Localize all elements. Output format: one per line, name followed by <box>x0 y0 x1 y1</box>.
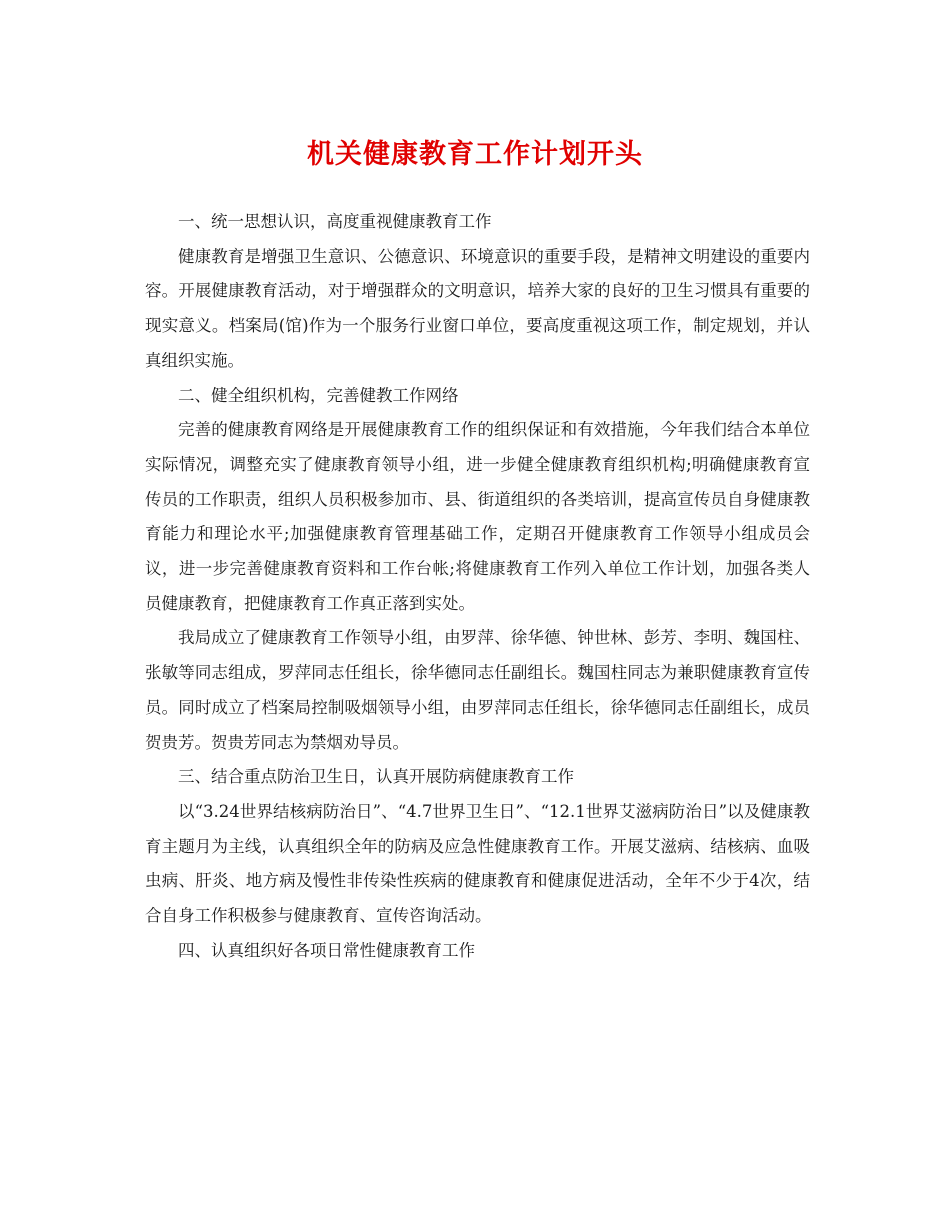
document-body <box>145 205 810 968</box>
paragraph-4: 以“3.24世界结核病防治日”、“4.7世界卫生日”、“12.1世界艾滋病防治日”以及健康教育主题月为主线，认真组织全年的防病及应急性健康教育工作。开展艾滋病、结核病、血吸虫病、肝炎、地方病及慢性非传染性疾病的健康教育和健康促进活动，全年不少于4次，结合自身工作积极参与健康教育、宣传咨询活动。 <box>145 801 810 926</box>
section-heading-1: 一、统一思想认识，高度重视健康教育工作 <box>178 212 492 231</box>
document-title: 机关健康教育工作计划开头 <box>307 139 643 170</box>
section-heading-3: 三、结合重点防治卫生日，认真开展防病健康教育工作 <box>178 767 574 787</box>
section-heading-4: 四、认真组织好各项日常性健康教育工作 <box>178 940 475 960</box>
paragraph-1: 健康教育是增强卫生意识、公德意识、环境意识的重要手段，是精神文明建设的重要内容。开展健康教育活动，对于增强群众的文明意识，培养大家的良好的卫生习惯具有重要的现实意义。档案局(馆)作为一个服务行业窗口单位，要高度重视这项工作，制定规划，并认真组织实施。 <box>145 246 810 370</box>
section-heading-2: 二、健全组织机构，完善健教工作网络 <box>178 385 459 405</box>
paragraph-3: 我局成立了健康教育工作领导小组，由罗萍、徐华德、钟世林、彭芳、李明、魏国柱、张敏等同志组成，罗萍同志任组长，徐华德同志任副组长。魏国柱同志为兼职健康教育宣传员。同时成立了档案局控制吸烟领导小组，由罗萍同志任组长，徐华德同志任副组长，成员贺贵芳。贺贵芳同志为禁烟劝导员。 <box>145 628 810 752</box>
paragraph-2: 完善的健康教育网络是开展健康教育工作的组织保证和有效措施，今年我们结合本单位实际情况，调整充实了健康教育领导小组，进一步健全健康教育组织机构;明确健康教育宣传员的工作职责，组织人员积极参加市、县、街道组织的各类培训，提高宣传员自身健康教育能力和理论水平;加强健康教育管理基础工作，定期召开健康教育工作领导小组成员会议，进一步完善健康教育资料和工作台帐;将健康教育工作列入单位工作计划，加强各类人员健康教育，把健康教育工作真正落到实处。 <box>145 420 810 613</box>
